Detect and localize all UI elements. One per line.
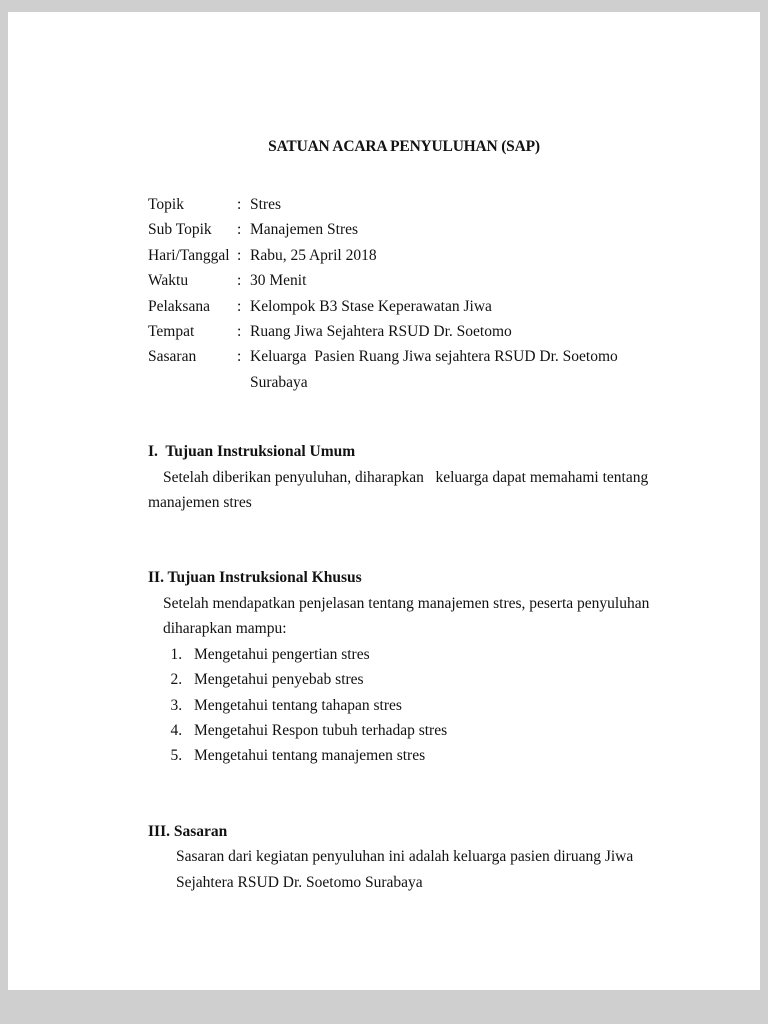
- meta-row-pelaksana: [148, 294, 660, 319]
- meta-colon: :: [237, 246, 242, 264]
- meta-row-tempat: [148, 319, 660, 344]
- meta-label: Hari/Tanggal: [148, 246, 230, 264]
- meta-value: [250, 344, 660, 395]
- section-tujuan-instruksional-umum: [148, 439, 660, 515]
- objectives-list-item: 3. Mengetahui tentang tahapan stres: [186, 693, 660, 718]
- meta-label: Sasaran: [148, 348, 197, 366]
- section-sasaran: [148, 819, 660, 895]
- meta-colon: :: [237, 221, 242, 239]
- meta-value: Manajemen Stres: [250, 221, 359, 239]
- section-heading: III. Sasaran: [148, 822, 228, 840]
- meta-value: 30 Menit: [250, 272, 307, 290]
- meta-value: Rabu, 25 April 2018: [250, 246, 377, 264]
- meta-colon: :: [237, 297, 242, 315]
- section-body: Sasaran dari kegiatan penyuluhan ini adalah keluarga pasien diruang Jiwa Sejahtera RSUD Dr. Soetomo Surabaya: [176, 848, 638, 891]
- meta-row-waktu: [148, 268, 660, 293]
- meta-value: Stres: [250, 196, 281, 213]
- meta-value: Kelompok B3 Stase Keperawatan Jiwa: [250, 297, 492, 315]
- meta-label: Sub Topik: [148, 221, 212, 239]
- section-tujuan-instruksional-khusus: [148, 565, 660, 768]
- meta-colon: :: [237, 323, 242, 341]
- objectives-list: [148, 642, 660, 769]
- meta-row-topik: [148, 192, 660, 217]
- meta-table: [148, 192, 660, 395]
- section-heading: II. Tujuan Instruksional Khusus: [148, 569, 362, 587]
- objectives-list-item: 1. Mengetahui pengertian stres: [186, 642, 660, 667]
- meta-value: Ruang Jiwa Sejahtera RSUD Dr. Soetomo: [250, 323, 512, 341]
- section-body: Setelah diberikan penyuluhan, diharapkan keluarga dapat memahami tentang manajemen stres: [148, 468, 653, 512]
- meta-colon: :: [237, 348, 242, 366]
- meta-row-sub-topik: [148, 217, 660, 242]
- objectives-list-item: 2. Mengetahui penyebab stres: [186, 667, 660, 692]
- document-title: SATUAN ACARA PENYULUHAN (SAP): [268, 138, 540, 155]
- meta-label: Tempat: [148, 323, 195, 341]
- section-body: Setelah mendapatkan penjelasan tentang manajemen stres, peserta penyuluhan diharapkan mampu:: [163, 594, 654, 638]
- objectives-list-item: 5. Mengetahui tentang manajemen stres: [186, 743, 660, 768]
- meta-label: Topik: [148, 196, 184, 213]
- meta-colon: :: [237, 272, 242, 290]
- meta-row-sasaran: [148, 344, 660, 395]
- meta-colon: :: [237, 196, 242, 213]
- meta-value-line2: Surabaya: [250, 373, 308, 391]
- meta-label: Pelaksana: [148, 297, 210, 315]
- meta-label: Waktu: [148, 272, 189, 290]
- meta-row-hari-tanggal: [148, 243, 660, 268]
- objectives-list-item: 4. Mengetahui Respon tubuh terhadap stres: [186, 718, 660, 743]
- section-heading: I. Tujuan Instruksional Umum: [148, 443, 356, 461]
- meta-value-line1: Keluarga Pasien Ruang Jiwa sejahtera RSUD Dr. Soetomo: [250, 348, 618, 366]
- document-page: [8, 12, 760, 990]
